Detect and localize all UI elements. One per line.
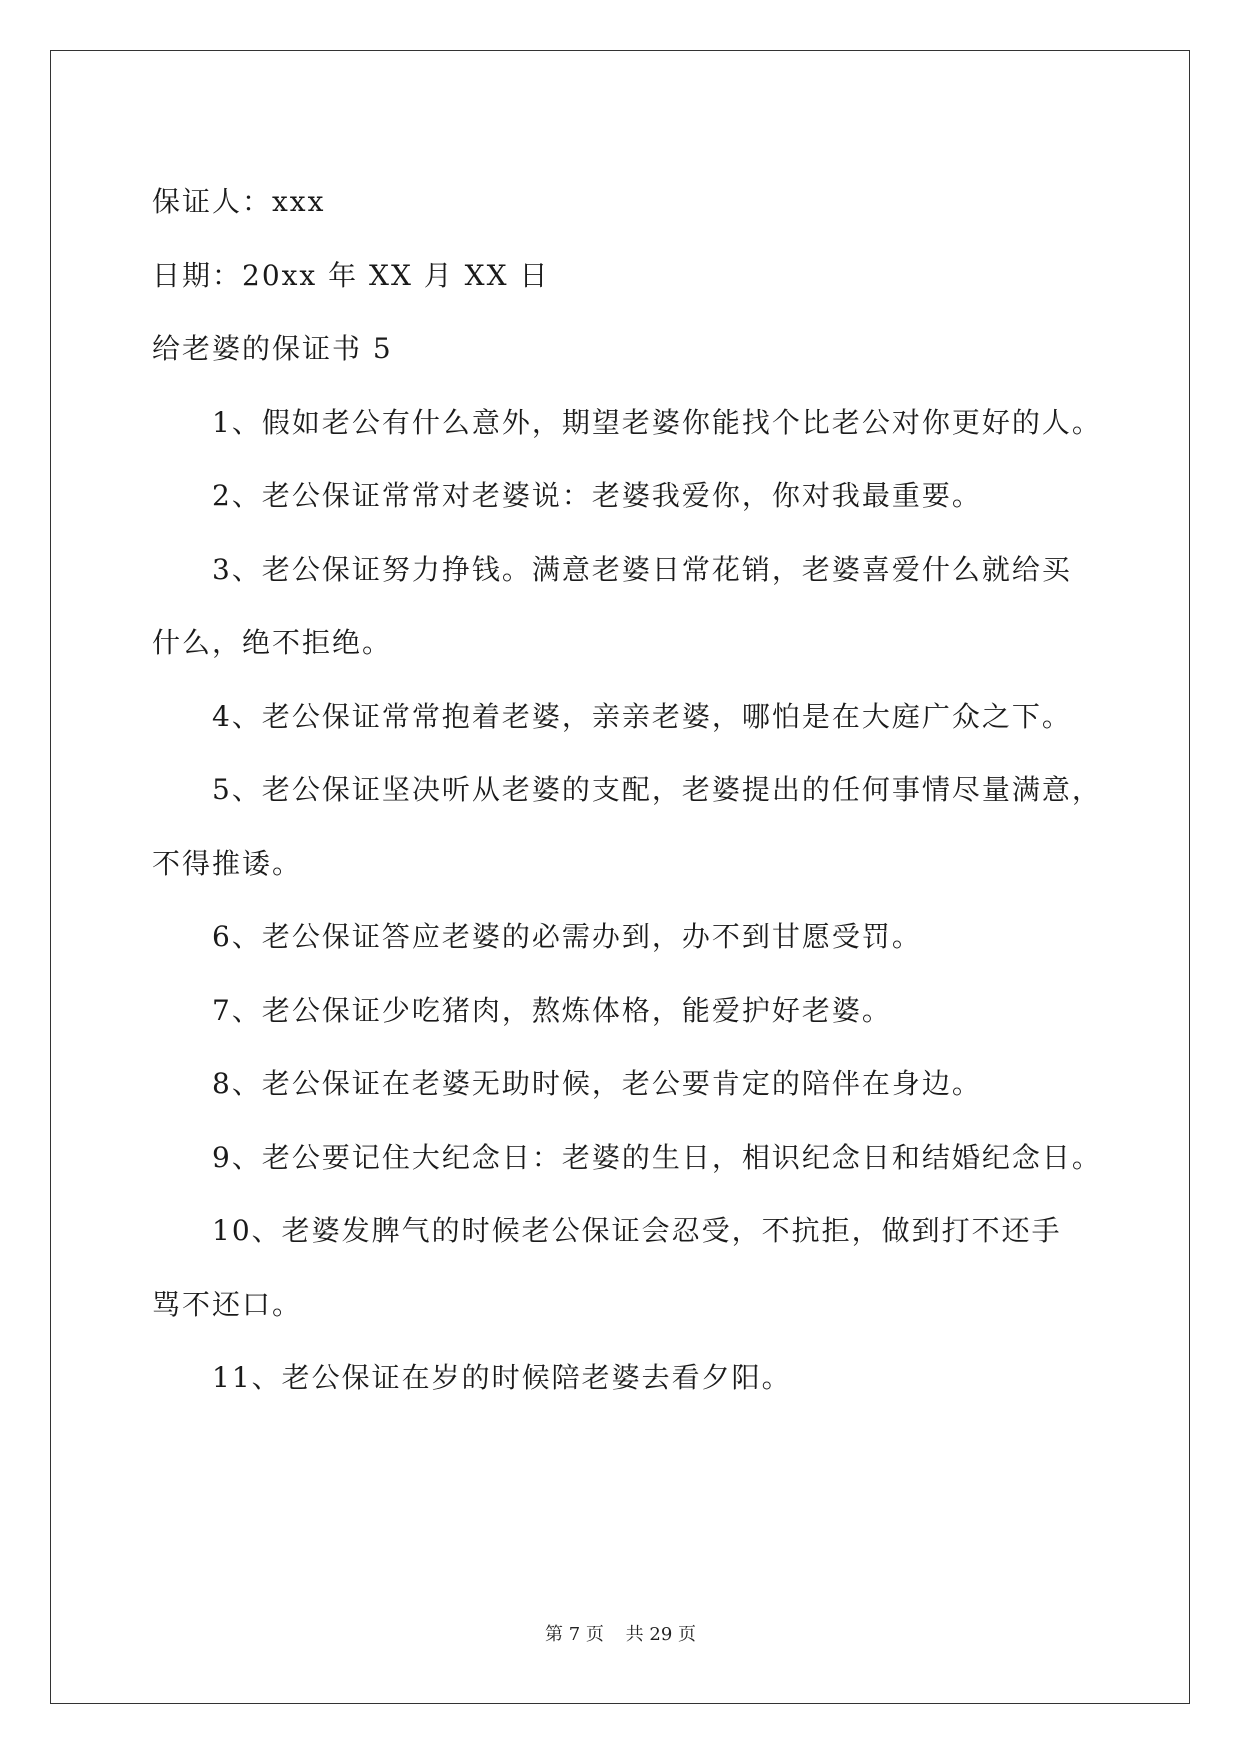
paragraph-line: 5、老公保证坚决听从老婆的支配，老婆提出的任何事情尽量满意， [212,773,1102,806]
guarantor-line: 保证人：xxx [152,185,326,218]
paragraph-line: 4、老公保证常常抱着老婆，亲亲老婆，哪怕是在大庭广众之下。 [212,699,1072,733]
paragraph-line: 10、老婆发脾气的时候老公保证会忍受，不抗拒，做到打不还手 [212,1214,1062,1247]
paragraph-line: 6、老公保证答应老婆的必需办到，办不到甘愿受罚。 [212,920,922,953]
document-body [152,165,1102,1415]
paragraph-line: 2、老公保证常常对老婆说：老婆我爱你，你对我最重要。 [212,479,982,512]
paragraph-line: 骂不还口。 [152,1287,303,1321]
paragraph-line: 9、老公要记住大纪念日：老婆的生日，相识纪念日和结婚纪念日。 [212,1140,1102,1174]
paragraph-line: 1、假如老公有什么意外，期望老婆你能找个比老公对你更好的人。 [212,405,1102,439]
paragraph-line: 不得推诿。 [152,846,303,880]
page-total: 共 29 页 [625,1624,696,1645]
paragraph-line: 8、老公保证在老婆无助时候，老公要肯定的陪伴在身边。 [212,1067,982,1100]
date-line: 日期：20xx 年 XX 月 XX 日 [152,258,550,292]
section-title: 给老婆的保证书 5 [152,332,393,365]
page-footer [0,1620,1241,1646]
paragraph-line: 什么，绝不拒绝。 [152,626,393,659]
page-number: 第 7 页 [545,1624,604,1645]
paragraph-line: 11、老公保证在岁的时候陪老婆去看夕阳。 [212,1361,792,1394]
paragraph-line: 7、老公保证少吃猪肉，熬炼体格，能爱护好老婆。 [212,993,892,1027]
paragraph-line: 3、老公保证努力挣钱。满意老婆日常花销，老婆喜爱什么就给买 [212,552,1072,586]
